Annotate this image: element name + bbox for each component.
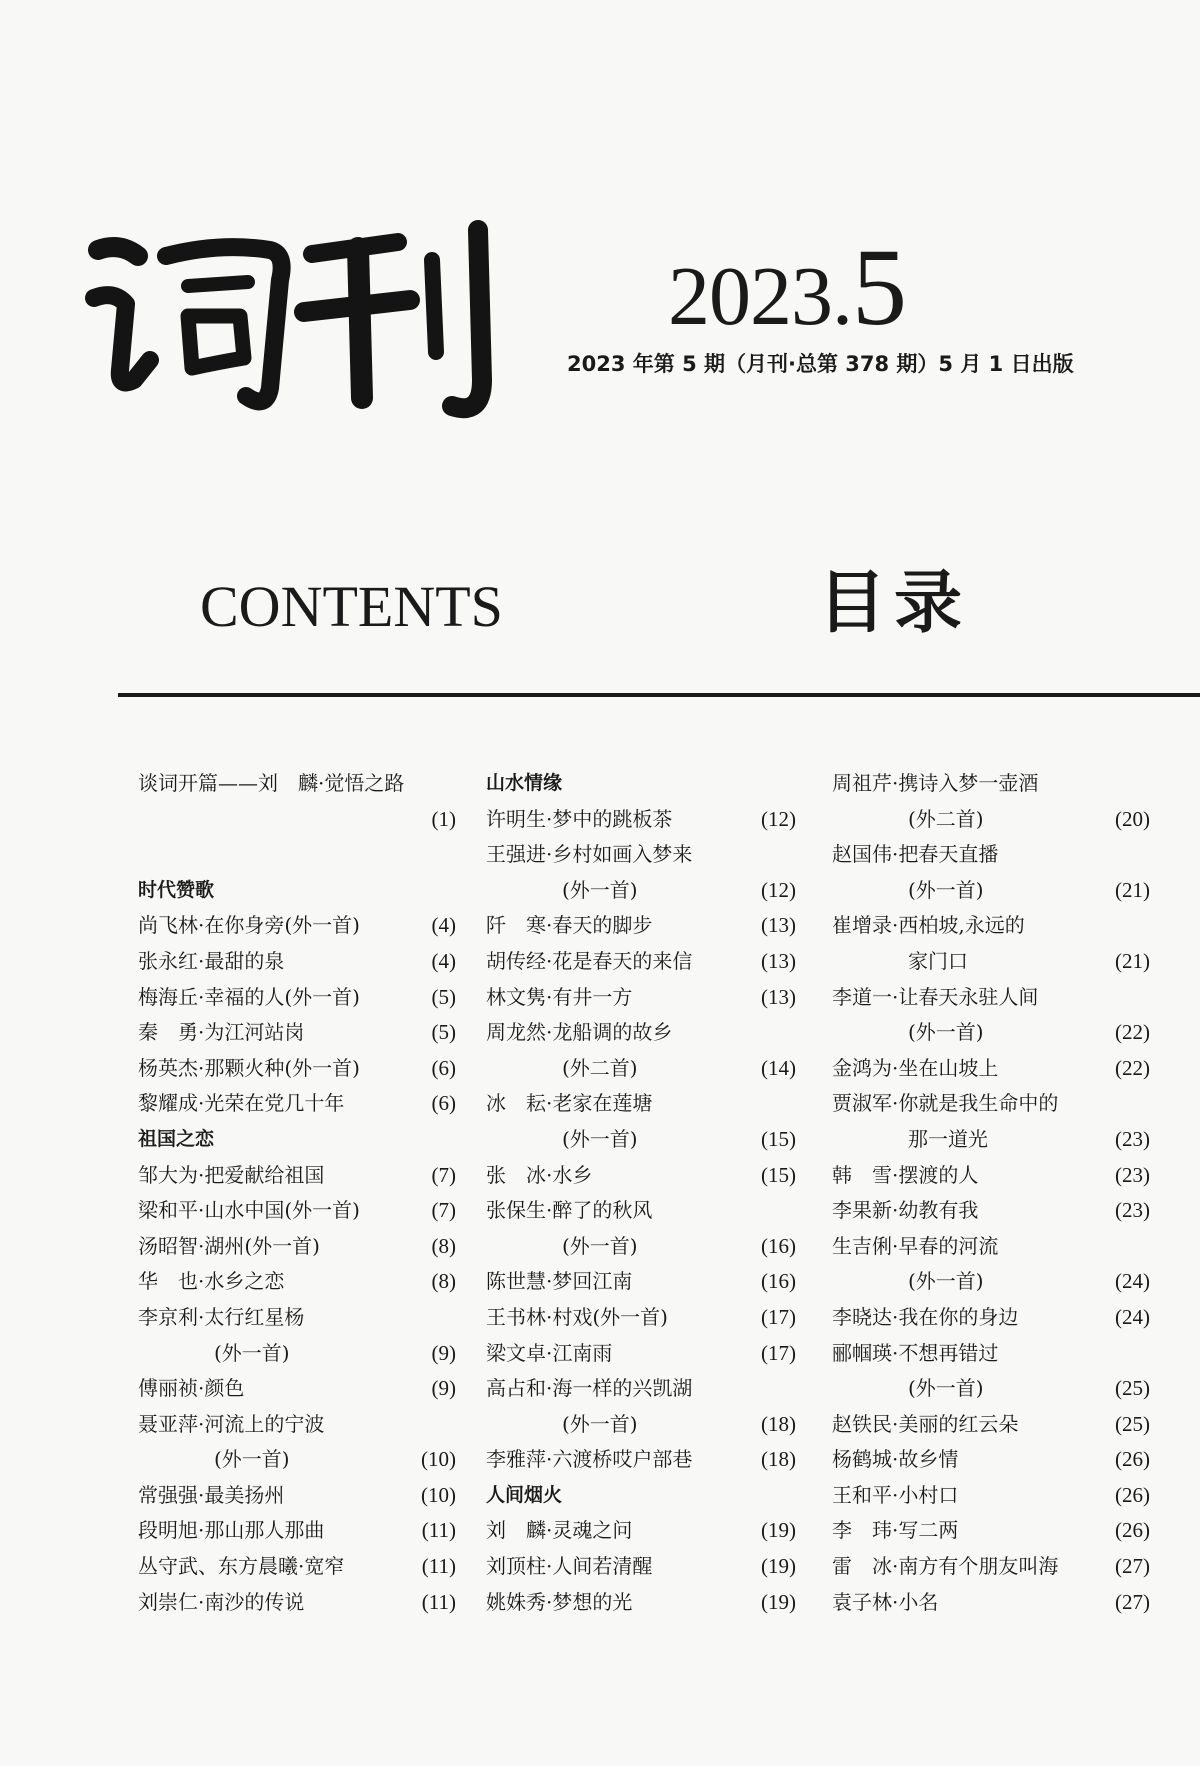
entry-title: 段明旭·那山那人那曲 bbox=[138, 1518, 325, 1543]
page-number: (21) bbox=[1115, 948, 1150, 973]
entry-title: 汤昭智·湖州(外一首) bbox=[138, 1233, 320, 1258]
toc-entry bbox=[138, 837, 456, 873]
page-number: (19) bbox=[761, 1589, 796, 1614]
page-number: (8) bbox=[431, 1233, 456, 1258]
section-heading bbox=[486, 1478, 796, 1514]
toc-entry bbox=[486, 1158, 796, 1194]
toc-entry bbox=[138, 1015, 456, 1051]
toc-entry bbox=[138, 1229, 456, 1265]
page-number: (24) bbox=[1115, 1269, 1150, 1294]
page-number: (1) bbox=[431, 806, 456, 831]
page-number: (19) bbox=[761, 1554, 796, 1579]
page-number: (23) bbox=[1115, 1162, 1150, 1187]
toc-entry bbox=[138, 1336, 456, 1372]
entry-title: (外二首) bbox=[908, 806, 984, 831]
toc-entry bbox=[832, 1371, 1150, 1407]
toc-entry bbox=[138, 1371, 456, 1407]
toc-entry bbox=[138, 1442, 456, 1478]
entry-title: 杨鹤城·故乡情 bbox=[832, 1447, 959, 1472]
toc-entry bbox=[832, 1015, 1150, 1051]
entry-title: 林文隽·有井一方 bbox=[486, 984, 633, 1009]
page-number: (6) bbox=[431, 1055, 456, 1080]
toc-entry bbox=[486, 802, 796, 838]
entry-title: (外一首) bbox=[214, 1340, 290, 1365]
entry-title: 梅海丘·幸福的人(外一首) bbox=[138, 984, 360, 1009]
toc-entry bbox=[832, 980, 1150, 1016]
toc-column-1 bbox=[138, 766, 456, 1620]
toc-entry bbox=[486, 1122, 796, 1158]
toc-entry bbox=[138, 1407, 456, 1443]
entry-title: 高占和·海一样的兴凯湖 bbox=[486, 1376, 693, 1401]
toc-entry bbox=[486, 837, 796, 873]
issue-number-suffix: 5 bbox=[852, 226, 906, 348]
toc-entry bbox=[486, 1086, 796, 1122]
issue-number bbox=[668, 226, 906, 348]
toc-entry bbox=[832, 1407, 1150, 1443]
issue-info: 2023 年第 5 期（月刊·总第 378 期）5 月 1 日出版 bbox=[567, 352, 1074, 376]
entry-title: 刘顶柱·人间若清醒 bbox=[486, 1554, 653, 1579]
entry-title: 李雅萍·六渡桥哎户部巷 bbox=[486, 1447, 693, 1472]
entry-title: (外一首) bbox=[562, 1233, 638, 1258]
entry-title: 李 玮·写二两 bbox=[832, 1518, 959, 1543]
toc-entry bbox=[138, 1158, 456, 1194]
page-number: (17) bbox=[761, 1340, 796, 1365]
contents-heading-cn: 目录 bbox=[818, 564, 971, 643]
page-number: (7) bbox=[431, 1198, 456, 1223]
entry-title: (外一首) bbox=[562, 1126, 638, 1151]
page-number: (15) bbox=[761, 1162, 796, 1187]
toc-entry bbox=[138, 802, 456, 838]
page-number: (26) bbox=[1115, 1518, 1150, 1543]
entry-title: 傅丽祯·颜色 bbox=[138, 1376, 245, 1401]
page-number: (5) bbox=[431, 1020, 456, 1045]
entry-title: (外一首) bbox=[908, 1020, 984, 1045]
entry-title: 李道一·让春天永驻人间 bbox=[832, 984, 1039, 1009]
toc-entry bbox=[832, 908, 1150, 944]
page-number: (20) bbox=[1115, 806, 1150, 831]
entry-title: 王和平·小村口 bbox=[832, 1482, 959, 1507]
toc-entry bbox=[138, 1300, 456, 1336]
toc-entry bbox=[486, 1549, 796, 1585]
page-number: (13) bbox=[761, 984, 796, 1009]
page-number: (9) bbox=[431, 1340, 456, 1365]
toc-entry bbox=[486, 1229, 796, 1265]
entry-title: 常强强·最美扬州 bbox=[138, 1482, 285, 1507]
entry-title: 阡 寒·春天的脚步 bbox=[486, 913, 653, 938]
page-number: (4) bbox=[431, 948, 456, 973]
section-heading bbox=[138, 873, 456, 909]
issue-number-prefix: 2023. bbox=[668, 250, 852, 343]
entry-title: 姚姝秀·梦想的光 bbox=[486, 1589, 633, 1614]
toc-entry bbox=[138, 980, 456, 1016]
entry-title: 黎耀成·光荣在党几十年 bbox=[138, 1091, 345, 1116]
toc-entry bbox=[832, 1264, 1150, 1300]
masthead-logo bbox=[80, 220, 500, 430]
page-number: (13) bbox=[761, 913, 796, 938]
toc-entry bbox=[832, 873, 1150, 909]
entry-title: 梁和平·山水中国(外一首) bbox=[138, 1198, 360, 1223]
toc-entry bbox=[832, 1051, 1150, 1087]
page-number: (26) bbox=[1115, 1447, 1150, 1472]
page-number: (19) bbox=[761, 1518, 796, 1543]
toc-entry bbox=[138, 1513, 456, 1549]
entry-title: (外一首) bbox=[214, 1447, 290, 1472]
entry-title: 生吉俐·早春的河流 bbox=[832, 1233, 999, 1258]
entry-title: 许明生·梦中的跳板茶 bbox=[486, 806, 673, 831]
entry-title: 王书林·村戏(外一首) bbox=[486, 1304, 668, 1329]
entry-title: (外一首) bbox=[908, 877, 984, 902]
toc-entry bbox=[486, 873, 796, 909]
page-number: (16) bbox=[761, 1233, 796, 1258]
entry-title: 刘 麟·灵魂之问 bbox=[486, 1518, 633, 1543]
entry-title: (外一首) bbox=[562, 1411, 638, 1436]
page-number: (12) bbox=[761, 877, 796, 902]
toc-entry bbox=[832, 1585, 1150, 1621]
entry-title: 周祖芹·携诗入梦一壶酒 bbox=[832, 771, 1039, 795]
toc-entry bbox=[138, 1585, 456, 1621]
toc-entry bbox=[486, 1300, 796, 1336]
page-number: (8) bbox=[431, 1269, 456, 1294]
section-title: 人间烟火 bbox=[486, 1483, 563, 1506]
entry-title: 那一道光 bbox=[908, 1126, 988, 1151]
toc-entry bbox=[486, 1051, 796, 1087]
entry-title: 丛守武、东方晨曦·宽窄 bbox=[138, 1554, 345, 1579]
toc-entry bbox=[832, 837, 1150, 873]
toc-entry bbox=[832, 944, 1150, 980]
entry-title: 李果新·幼教有我 bbox=[832, 1198, 979, 1223]
toc-entry bbox=[486, 1193, 796, 1229]
toc-entry bbox=[486, 980, 796, 1016]
entry-title: 谈词开篇——刘 麟·觉悟之路 bbox=[138, 771, 405, 795]
toc-entry bbox=[832, 1122, 1150, 1158]
entry-title: 崔增录·西柏坡,永远的 bbox=[832, 913, 1025, 938]
entry-title: 袁子林·小名 bbox=[832, 1589, 939, 1614]
page-number: (22) bbox=[1115, 1055, 1150, 1080]
toc-column-3 bbox=[832, 766, 1150, 1620]
toc-entry bbox=[832, 1549, 1150, 1585]
entry-title: 刘崇仁·南沙的传说 bbox=[138, 1589, 305, 1614]
toc-entry bbox=[138, 1549, 456, 1585]
toc-entry bbox=[832, 1086, 1150, 1122]
entry-title: 陈世慧·梦回江南 bbox=[486, 1269, 633, 1294]
page-number: (21) bbox=[1115, 877, 1150, 902]
entry-title: 韩 雪·摆渡的人 bbox=[832, 1162, 979, 1187]
page-number: (23) bbox=[1115, 1126, 1150, 1151]
entry-title: 家门口 bbox=[908, 948, 968, 973]
entry-title: 聂亚萍·河流上的宁波 bbox=[138, 1411, 325, 1436]
entry-title: 尚飞林·在你身旁(外一首) bbox=[138, 913, 360, 938]
toc-entry bbox=[832, 1442, 1150, 1478]
entry-title: 李京利·太行红星杨 bbox=[138, 1304, 305, 1329]
toc-entry bbox=[486, 1407, 796, 1443]
entry-title: 冰 耘·老家在莲塘 bbox=[486, 1091, 653, 1116]
toc-entry bbox=[486, 1585, 796, 1621]
page-number: (10) bbox=[421, 1447, 456, 1472]
page-number: (23) bbox=[1115, 1198, 1150, 1223]
page-number: (7) bbox=[431, 1162, 456, 1187]
toc-entry bbox=[486, 1264, 796, 1300]
toc-entry bbox=[486, 1015, 796, 1051]
page-number: (24) bbox=[1115, 1304, 1150, 1329]
page-number: (9) bbox=[431, 1376, 456, 1401]
entry-title: 张保生·醉了的秋风 bbox=[486, 1198, 653, 1223]
page-number: (11) bbox=[421, 1518, 456, 1543]
entry-title: 郦帼瑛·不想再错过 bbox=[832, 1340, 999, 1365]
toc-entry bbox=[138, 1086, 456, 1122]
toc-entry bbox=[486, 944, 796, 980]
entry-title: 张 冰·水乡 bbox=[486, 1162, 593, 1187]
toc-entry bbox=[832, 1513, 1150, 1549]
entry-title: 贾淑军·你就是我生命中的 bbox=[832, 1091, 1059, 1116]
toc-entry bbox=[832, 1300, 1150, 1336]
section-heading bbox=[138, 1122, 456, 1158]
page-number: (12) bbox=[761, 806, 796, 831]
contents-heading-en: CONTENTS bbox=[200, 574, 503, 639]
entry-title: (外二首) bbox=[562, 1055, 638, 1080]
toc-entry bbox=[832, 1229, 1150, 1265]
entry-title: 华 也·水乡之恋 bbox=[138, 1269, 285, 1294]
page-number: (6) bbox=[431, 1091, 456, 1116]
toc-entry bbox=[832, 1478, 1150, 1514]
toc-entry bbox=[138, 944, 456, 980]
page-number: (10) bbox=[421, 1482, 456, 1507]
section-title: 时代赞歌 bbox=[138, 878, 215, 901]
toc-entry bbox=[486, 1513, 796, 1549]
toc-entry bbox=[832, 1158, 1150, 1194]
toc-entry bbox=[486, 908, 796, 944]
toc-entry bbox=[486, 1442, 796, 1478]
divider-rule bbox=[118, 693, 1200, 697]
section-heading bbox=[486, 766, 796, 802]
page-number: (13) bbox=[761, 948, 796, 973]
page-number: (11) bbox=[421, 1554, 456, 1579]
entry-title: 秦 勇·为江河站岗 bbox=[138, 1020, 305, 1045]
page-number: (25) bbox=[1115, 1376, 1150, 1401]
page-number: (4) bbox=[431, 913, 456, 938]
page-number: (27) bbox=[1115, 1554, 1150, 1579]
toc-entry bbox=[138, 1264, 456, 1300]
entry-title: 金鸿为·坐在山坡上 bbox=[832, 1055, 999, 1080]
entry-title: 王强进·乡村如画入梦来 bbox=[486, 842, 693, 867]
toc-entry bbox=[832, 1193, 1150, 1229]
entry-title: 杨英杰·那颗火种(外一首) bbox=[138, 1055, 360, 1080]
page-number: (27) bbox=[1115, 1589, 1150, 1614]
section-title: 山水情缘 bbox=[486, 772, 563, 794]
toc-entry bbox=[832, 766, 1150, 802]
toc-entry bbox=[138, 908, 456, 944]
page-number: (17) bbox=[761, 1304, 796, 1329]
entry-title: 张永红·最甜的泉 bbox=[138, 948, 285, 973]
entry-title: 李晓达·我在你的身边 bbox=[832, 1304, 1019, 1329]
page-number: (14) bbox=[761, 1055, 796, 1080]
toc-entry bbox=[832, 802, 1150, 838]
toc-entry bbox=[138, 766, 456, 802]
toc-column-2 bbox=[486, 766, 796, 1620]
toc-entry bbox=[832, 1336, 1150, 1372]
toc-entry bbox=[486, 1371, 796, 1407]
entry-title: 邹大为·把爱献给祖国 bbox=[138, 1162, 325, 1187]
section-title: 祖国之恋 bbox=[138, 1127, 215, 1150]
toc-entry bbox=[138, 1051, 456, 1087]
page-number: (18) bbox=[761, 1447, 796, 1472]
entry-title: 雷 冰·南方有个朋友叫海 bbox=[832, 1554, 1059, 1579]
entry-title: (外一首) bbox=[562, 877, 638, 902]
page-number: (26) bbox=[1115, 1482, 1150, 1507]
page-number: (5) bbox=[431, 984, 456, 1009]
entry-title: 胡传经·花是春天的来信 bbox=[486, 948, 693, 973]
entry-title: 赵铁民·美丽的红云朵 bbox=[832, 1411, 1019, 1436]
entry-title: 梁文卓·江南雨 bbox=[486, 1340, 613, 1365]
entry-title: 赵国伟·把春天直播 bbox=[832, 842, 999, 867]
toc-entry bbox=[138, 1193, 456, 1229]
toc-entry bbox=[138, 1478, 456, 1514]
page-number: (16) bbox=[761, 1269, 796, 1294]
toc-entry bbox=[486, 1336, 796, 1372]
page-number: (11) bbox=[421, 1589, 456, 1614]
entry-title: (外一首) bbox=[908, 1269, 984, 1294]
entry-title: (外一首) bbox=[908, 1376, 984, 1401]
page-number: (22) bbox=[1115, 1020, 1150, 1045]
page-number: (25) bbox=[1115, 1411, 1150, 1436]
entry-title: 周龙然·龙船调的故乡 bbox=[486, 1020, 673, 1045]
page-number: (15) bbox=[761, 1126, 796, 1151]
page-number: (18) bbox=[761, 1411, 796, 1436]
